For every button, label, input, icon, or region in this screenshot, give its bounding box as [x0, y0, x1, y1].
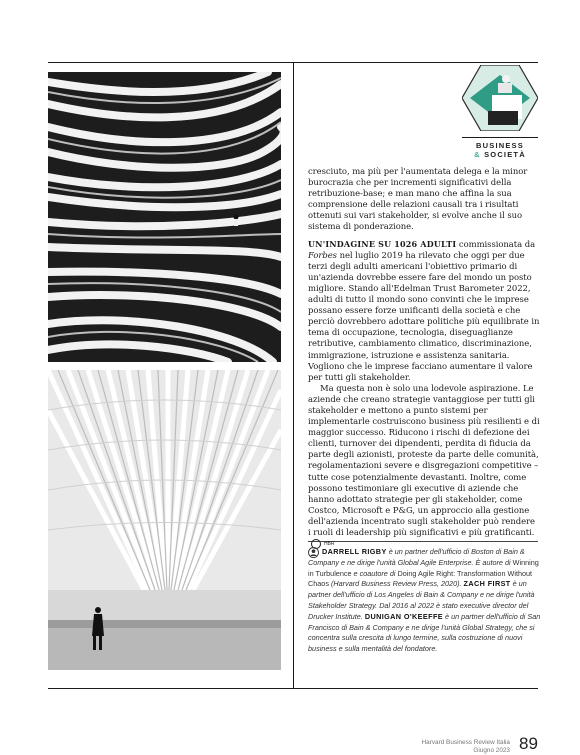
station-canopy-image [48, 370, 281, 670]
bio-text-2: e coautore di [351, 568, 398, 578]
section-label-line2: SOCIETÀ [484, 150, 526, 159]
paragraph-3-text: Ma questa non è solo una lodevole aspirazione. Le aziende che creano strategie vantaggiose per tutti gli stakeholder e mettono a punto sistemi per implementarle costruiscono business più resilienti e di maggior successo. Riducono i rischi di defezione dei clienti, turnover dei dipendenti, perdita di fiducia da parte degli azionisti, proteste da parte delle comunità, regolamentazioni severe e disgregazioni competitive – tutte cose potenzialmente devastanti. Inoltre, come possono testimoniare gli executive di aziende che hanno adottato strategie per gli stakeholder, come Costco, Microsoft e P&G, un approccio alla gestione dell'azienda incentrato sugli stakeholder può rendere i ruoli di leadership più significativi e più gratificanti. [308, 382, 540, 537]
author-name-first: ZACH FIRST [463, 579, 511, 589]
paragraph-2 [308, 239, 540, 383]
business-society-emblem-icon [462, 65, 538, 131]
paragraph-2-lead: UN'INDAGINE SU 1026 ADULTI [308, 238, 457, 249]
author-name-okeeffe: DUNIGAN O'KEEFFE [364, 611, 444, 621]
column-rule [293, 62, 294, 688]
issue-date: Giugno 2023 [473, 747, 510, 754]
paragraph-2-text-b: nel luglio 2019 ha rilevato che oggi per due terzi degli adulti americani l'obiettivo primario di un'azienda dovrebbe essere fare del mondo un posto migliore. Stando all'Edelman Trust Barometer 2022, adulti di tutto il mondo sono convinti che le imprese possano essere forze unificanti della società e che perciò dovrebbero adottare politiche più equilibrate in tema di occupazione, tecnologia, diseguaglianze retributive, cambiamento climatico, discriminazione, immigrazione, istruzione e assistenza sanitaria. Vogliono che le imprese facciano aumentare il valore per tutti gli stakeholder. [308, 249, 540, 382]
section-label-line1: BUSINESS [476, 141, 524, 150]
section-label-amp: & [474, 150, 481, 159]
paragraph-3 [308, 383, 540, 549]
forbes-reference: Forbes [308, 249, 337, 260]
spiral-balconies-image [48, 72, 281, 362]
bio-text-3: (Harvard Business Review Press, 2020). [328, 579, 464, 589]
bottom-rule [48, 688, 538, 689]
publication-name: Harvard Business Review Italia [421, 739, 510, 746]
book-title-1: Winning in Turbulence [308, 557, 539, 578]
top-architecture-photo [48, 72, 281, 362]
bio-text-1: è un partner dell'ufficio di Boston di Bain & Company e ne dirige l'unità Global Agile Enterprise. È autore di [308, 547, 525, 567]
article-body [308, 166, 540, 549]
book-title-2: Doing Agile Right: Transformation Without Chaos [308, 568, 533, 589]
author-name-rigby: DARRELL RIGBY [322, 547, 387, 556]
bottom-architecture-photo [48, 370, 281, 670]
paragraph-1: cresciuto, ma più per l'aumentata delega e la minor burocrazia che per incrementi significativi della retribuzione-base; e man mano che affina la sua comprensione delle relazioni causali tra i risultati ottenuti sui vari stakeholder, si evolve anche il suo sistema di ponderazione. [308, 166, 528, 232]
section-label [462, 141, 538, 159]
bio-text-5: è un partner dell'ufficio di San Francisco di Bain & Company e ne dirige l'unità Global Strategy, che si concentra sulla crescita di lungo termine, sulla costruzione di nuovi business e sulla mentalità del fondatore. [308, 611, 541, 654]
paragraph-2-text-a: commissionata da [456, 238, 536, 249]
end-mark-icon: HBR [311, 539, 321, 549]
author-bio [308, 547, 542, 655]
badge-rule [462, 137, 538, 138]
publication-info [422, 739, 510, 755]
bio-text-4: è un partner dell'ufficio di Los Angeles di Bain & Company e ne dirige l'unità Stakeholder Strategy. Dal 2016 al 2022 è stato executive director del Drucker Institute. [308, 579, 535, 621]
section-badge [462, 65, 538, 159]
small-figure [234, 215, 239, 227]
page-number: 89 [519, 734, 538, 753]
